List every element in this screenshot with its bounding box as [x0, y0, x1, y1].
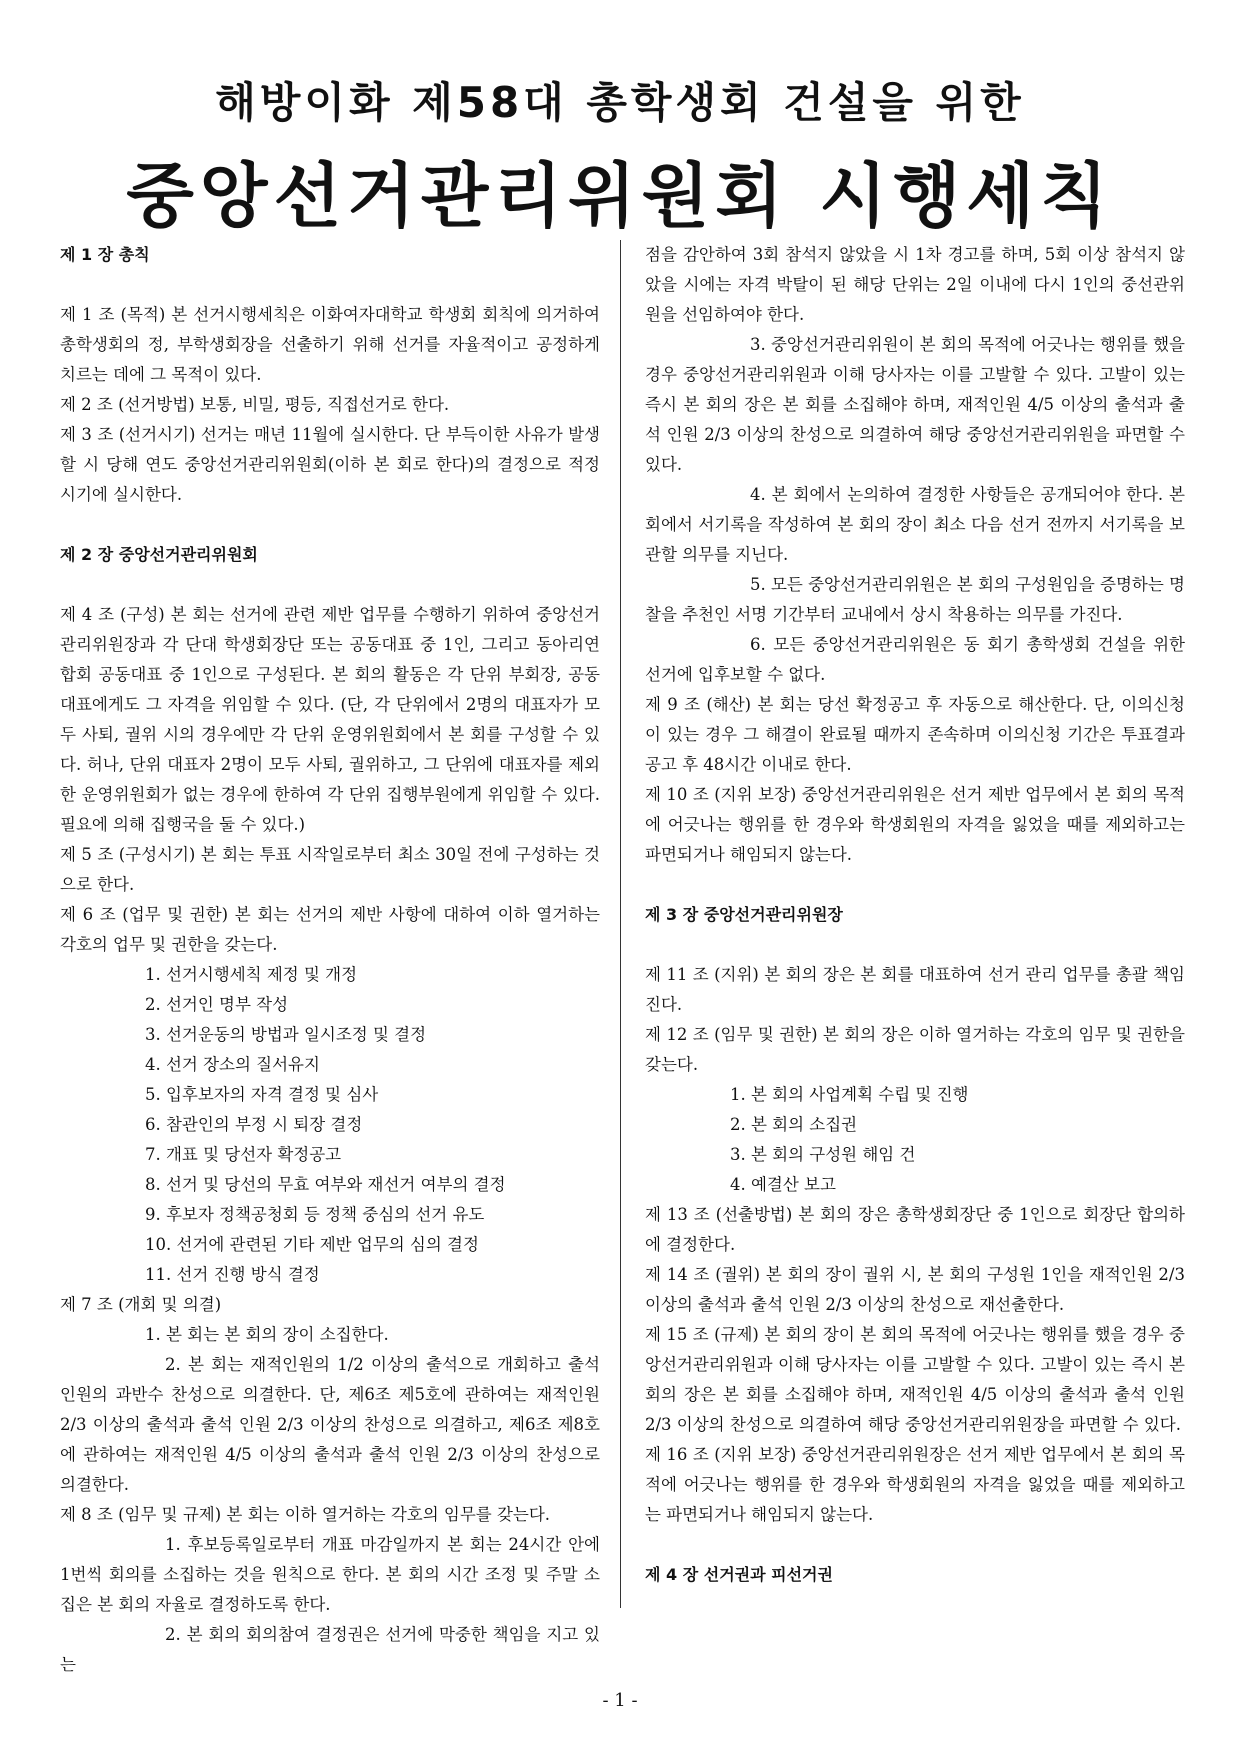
document-main-title: 중앙선거관리위원회 시행세칙: [126, 155, 1114, 237]
paragraph: 제 1 조 (목적) 본 선거시행세칙은 이화여자대학교 학생회 회칙에 의거하여 총학생회의 정, 부학생회장을 선출하기 위해 선거를 자율적이고 공정하게 치르는 데에 그 목적이 있다.: [60, 305, 600, 384]
paragraph: 제 15 조 (규제) 본 회의 장이 본 회의 목적에 어긋나는 행위를 했을 경우 중앙선거관리위원과 이해 당사자는 이를 고발할 수 있다. 고발이 있는 즉시 본 회의 장은 본 회를 소집해야 하며, 재적인원 4/5 이상의 출석과 출석 인원 2/3 이상의 찬성으로 의결하여 해당 중앙선거관리위원장을 파면할 수 있다.: [645, 1325, 1185, 1434]
page-number: - 1 -: [602, 1690, 638, 1711]
paragraph: 6. 모든 중앙선거관리위원은 동 회기 총학생회 건설을 위한 선거에 입후보할 수 없다.: [645, 635, 1185, 684]
list-item: 1. 본 회는 본 회의 장이 소집한다.: [145, 1325, 389, 1344]
document-title: 해방이화 제58대 총학생회 건설을 위한: [215, 78, 1025, 127]
chapter-heading: 제 3 장 중앙선거관리위원장: [645, 905, 843, 924]
list-item: 11. 선거 진행 방식 결정: [145, 1265, 320, 1284]
paragraph: 제 9 조 (해산) 본 회는 당선 확정공고 후 자동으로 해산한다. 단, 이의신청이 있는 경우 그 해결이 완료될 때까지 존속하며 이의신청 기간은 투표결과 공고 후 48시간 이내로 한다.: [645, 695, 1185, 774]
list-item: 7. 개표 및 당선자 확정공고: [145, 1145, 342, 1164]
paragraph: 제 8 조 (임무 및 규제) 본 회는 이하 열거하는 각호의 임무를 갖는다.: [60, 1505, 551, 1524]
right-column: [645, 240, 1185, 1590]
paragraph: 4. 본 회에서 논의하여 결정한 사항들은 공개되어야 한다. 본 회에서 서기록을 작성하여 본 회의 장이 최소 다음 선거 전까지 서기록을 보관할 의무를 지닌다.: [645, 485, 1185, 564]
paragraph: 제 14 조 (궐위) 본 회의 장이 궐위 시, 본 회의 구성원 1인을 재적인원 2/3 이상의 출석과 출석 인원 2/3 이상의 찬성으로 재선출한다.: [645, 1265, 1185, 1314]
list-item: 2. 본 회의 소집권: [730, 1115, 858, 1134]
paragraph: 제 13 조 (선출방법) 본 회의 장은 총학생회장단 중 1인으로 회장단 합의하에 결정한다.: [645, 1205, 1185, 1254]
paragraph: 제 6 조 (업무 및 권한) 본 회는 선거의 제반 사항에 대하여 이하 열거하는 각호의 업무 및 권한을 갖는다.: [60, 905, 600, 954]
list-item: 3. 본 회의 구성원 해임 건: [730, 1145, 916, 1164]
spacer: [645, 870, 1185, 900]
spacer: [645, 930, 1185, 960]
spacer: [60, 570, 600, 600]
list-item: 6. 참관인의 부정 시 퇴장 결정: [145, 1115, 363, 1134]
left-column: [60, 240, 600, 1680]
list-item: 4. 선거 장소의 질서유지: [145, 1055, 320, 1074]
paragraph: 제 4 조 (구성) 본 회는 선거에 관련 제반 업무를 수행하기 위하여 중앙선거관리위원장과 각 단대 학생회장단 또는 공동대표 중 1인, 그리고 동아리연합회 공동대표 중 1인으로 구성된다. 본 회의 활동은 각 단위 부회장, 공동대표에게도 그 자격을 위임할 수 있다. (단, 각 단위에서 2명의 대표자가 모두 사퇴, 궐위 시의 경우에만 각 단위 운영위원회에서 본 회를 구성할 수 있다. 허나, 단위 대표자 2명이 모두 사퇴, 궐위하고, 그 단위에 대표자를 제외한 운영위원회가 없는 경우에 한하여 각 단위 집행부원에게 위임할 수 있다. 필요에 의해 집행국을 둘 수 있다.): [60, 605, 600, 834]
paragraph: 1. 후보등록일로부터 개표 마감일까지 본 회는 24시간 안에 1번씩 회의를 소집하는 것을 원칙으로 한다. 본 회의 시간 조정 및 주말 소집은 본 회의 자율로 결정하도록 한다.: [60, 1535, 600, 1614]
spacer: [60, 270, 600, 300]
list-item: 2. 선거인 명부 작성: [145, 995, 289, 1014]
list-item: 4. 예결산 보고: [730, 1175, 836, 1194]
paragraph: 제 12 조 (임무 및 권한) 본 회의 장은 이하 열거하는 각호의 임무 및 권한을 갖는다.: [645, 1025, 1185, 1074]
column-divider: [620, 240, 621, 1608]
paragraph: 2. 본 회는 재적인원의 1/2 이상의 출석으로 개회하고 출석 인원의 과반수 찬성으로 의결한다. 단, 제6조 제5호에 관하여는 재적인원 2/3 이상의 출석과 출석 인원 2/3 이상의 찬성으로 의결하고, 제6조 제8호에 관하여는 재적인원 4/5 이상의 출석과 출석 인원 2/3 이상의 찬성으로 의결한다.: [60, 1355, 600, 1494]
spacer: [645, 1530, 1185, 1560]
paragraph: 제 16 조 (지위 보장) 중앙선거관리위원장은 선거 제반 업무에서 본 회의 목적에 어긋나는 행위를 한 경우와 학생회원의 자격을 잃었을 때를 제외하고는 파면되거나 해임되지 않는다.: [645, 1445, 1185, 1524]
list-item: 5. 입후보자의 자격 결정 및 심사: [145, 1085, 379, 1104]
paragraph: 제 10 조 (지위 보장) 중앙선거관리위원은 선거 제반 업무에서 본 회의 목적에 어긋나는 행위를 한 경우와 학생회원의 자격을 잃었을 때를 제외하고는 파면되거나 해임되지 않는다.: [645, 785, 1185, 864]
paragraph: 제 7 조 (개회 및 의결): [60, 1295, 222, 1314]
paragraph: 제 5 조 (구성시기) 본 회는 투표 시작일로부터 최소 30일 전에 구성하는 것으로 한다.: [60, 845, 600, 894]
paragraph: 점을 감안하여 3회 참석지 않았을 시 1차 경고를 하며, 5회 이상 참석지 않았을 시에는 자격 박탈이 된 해당 단위는 2일 이내에 다시 1인의 중선관위원을 선임하여야 한다.: [645, 245, 1185, 324]
paragraph: 제 11 조 (지위) 본 회의 장은 본 회를 대표하여 선거 관리 업무를 총괄 책임진다.: [645, 965, 1185, 1014]
list-item: 10. 선거에 관련된 기타 제반 업무의 심의 결정: [145, 1235, 479, 1254]
list-item: 1. 선거시행세칙 제정 및 개정: [145, 965, 358, 984]
spacer: [60, 510, 600, 540]
chapter-heading: 제 4 장 선거권과 피선거권: [645, 1565, 833, 1584]
paragraph: 2. 본 회의 회의참여 결정권은 선거에 막중한 책임을 지고 있는: [60, 1625, 600, 1674]
list-item: 8. 선거 및 당선의 무효 여부와 재선거 여부의 결정: [145, 1175, 506, 1194]
list-item: 1. 본 회의 사업계획 수립 및 진행: [730, 1085, 969, 1104]
list-item: 3. 선거운동의 방법과 일시조정 및 결정: [145, 1025, 427, 1044]
chapter-heading: 제 2 장 중앙선거관리위원회: [60, 545, 258, 564]
chapter-heading: 제 1 장 총칙: [60, 245, 150, 264]
list-item: 9. 후보자 정책공청회 등 정책 중심의 선거 유도: [145, 1205, 485, 1224]
paragraph: 3. 중앙선거관리위원이 본 회의 목적에 어긋나는 행위를 했을 경우 중앙선거관리위원과 이해 당사자는 이를 고발할 수 있다. 고발이 있는 즉시 본 회의 장은 본 회를 소집해야 하며, 재적인원 4/5 이상의 출석과 출석 인원 2/3 이상의 찬성으로 의결하여 해당 중앙선거관리위원을 파면할 수 있다.: [645, 335, 1185, 474]
paragraph: 제 3 조 (선거시기) 선거는 매년 11월에 실시한다. 단 부득이한 사유가 발생할 시 당해 연도 중앙선거관리위원회(이하 본 회로 한다)의 결정으로 적정 시기에 실시한다.: [60, 425, 600, 504]
paragraph: 제 2 조 (선거방법) 보통, 비밀, 평등, 직접선거로 한다.: [60, 395, 450, 414]
paragraph: 5. 모든 중앙선거관리위원은 본 회의 구성원임을 증명하는 명찰을 추천인 서명 기간부터 교내에서 상시 착용하는 의무를 가진다.: [645, 575, 1185, 624]
